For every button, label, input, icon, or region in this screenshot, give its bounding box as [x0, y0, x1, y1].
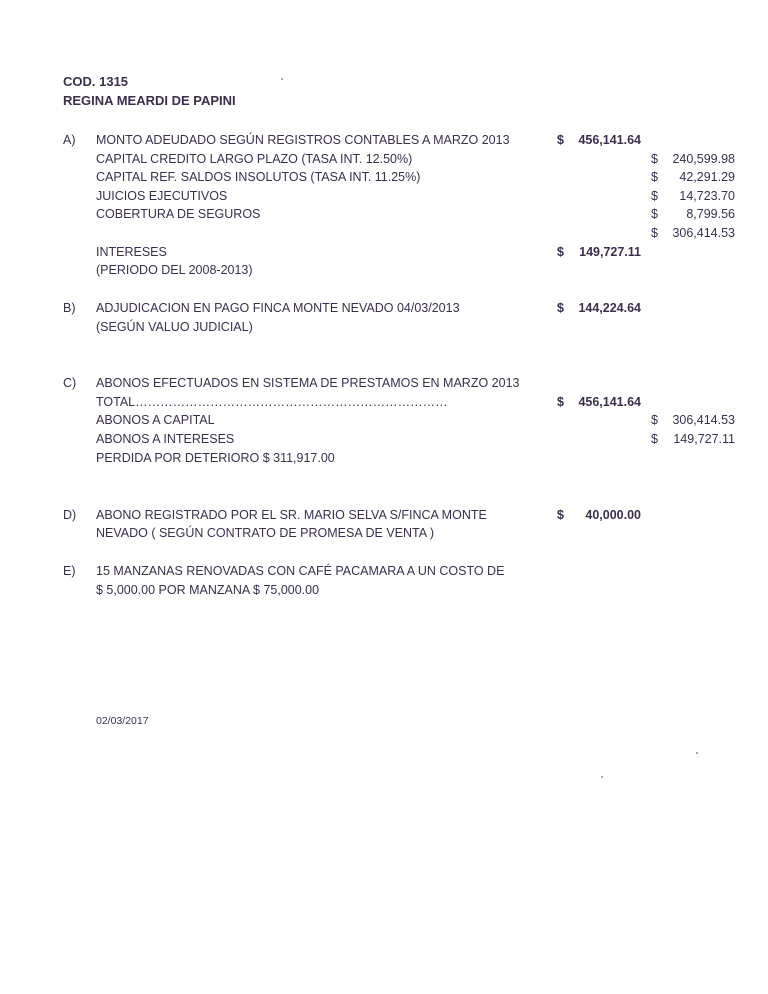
section-a-item-currency: $: [651, 189, 658, 203]
section-d-line2: NEVADO ( SEGÚN CONTRATO DE PROMESA DE VENTA ): [96, 526, 435, 540]
section-a-item-value: 240,599.98: [672, 152, 735, 166]
section-e-line1: 15 MANZANAS RENOVADAS CON CAFÉ PACAMARA A UN COSTO DE: [96, 564, 505, 578]
section-d-currency: $: [557, 508, 564, 522]
section-b-note: (SEGÚN VALUO JUDICIAL): [96, 320, 253, 334]
client-name: REGINA MEARDI DE PAPINI: [63, 93, 236, 108]
section-a-item-label: CAPITAL CREDITO LARGO PLAZO (TASA INT. 12.50%): [96, 152, 413, 166]
section-a-item-currency: $: [651, 207, 658, 221]
section-a-subtotal-currency: $: [651, 226, 658, 240]
scan-speck: [281, 78, 283, 80]
scan-speck: [601, 776, 603, 778]
document-code: COD. 1315: [63, 74, 129, 89]
section-a-title: MONTO ADEUDADO SEGÚN REGISTROS CONTABLES A MARZO 2013: [96, 133, 510, 147]
section-a-item-currency: $: [651, 152, 658, 166]
section-d-letter: D): [63, 508, 77, 522]
section-b-title: ADJUDICACION EN PAGO FINCA MONTE NEVADO 04/03/2013: [96, 301, 460, 315]
section-e-letter: E): [63, 564, 76, 578]
section-b-value: 144,224.64: [578, 301, 641, 315]
section-c-total-currency: $: [557, 395, 564, 409]
scan-speck: [696, 752, 698, 754]
section-b-currency: $: [557, 301, 564, 315]
section-c-item-currency: $: [651, 413, 658, 427]
section-a-item-label: CAPITAL REF. SALDOS INSOLUTOS (TASA INT. 11.25%): [96, 170, 421, 184]
section-a-item-value: 14,723.70: [679, 189, 735, 203]
section-a-letter: A): [63, 133, 76, 147]
section-c-loss: PERDIDA POR DETERIORO $ 311,917.00: [96, 451, 335, 465]
section-c-total-label: TOTAL…………………………………………………………………: [96, 395, 448, 409]
section-d-value: 40,000.00: [585, 508, 641, 522]
section-a-interest-currency: $: [557, 245, 564, 259]
section-c-item-currency: $: [651, 432, 658, 446]
section-c-item-value: 149,727.11: [673, 432, 735, 446]
section-a-total-currency: $: [557, 133, 564, 147]
section-a-total-value: 456,141.64: [578, 133, 641, 147]
document-date: 02/03/2017: [96, 715, 149, 727]
section-b-letter: B): [63, 301, 76, 315]
section-a-item-label: COBERTURA DE SEGUROS: [96, 207, 261, 221]
section-c-item-label: ABONOS A INTERESES: [96, 432, 235, 446]
section-c-title: ABONOS EFECTUADOS EN SISTEMA DE PRESTAMOS EN MARZO 2013: [96, 376, 520, 390]
section-c-item-value: 306,414.53: [672, 413, 735, 427]
section-a-subtotal-value: 306,414.53: [672, 226, 735, 240]
section-a-item-currency: $: [651, 170, 658, 184]
section-a-interest-label: INTERESES: [96, 245, 167, 259]
section-a-item-value: 42,291.29: [679, 170, 735, 184]
section-c-item-label: ABONOS A CAPITAL: [96, 413, 215, 427]
section-c-total-value: 456,141.64: [578, 395, 641, 409]
section-c-letter: C): [63, 376, 77, 390]
section-a-interest-period: (PERIODO DEL 2008-2013): [96, 263, 253, 277]
section-a-interest-value: 149,727.11: [579, 245, 641, 259]
section-a-item-value: 8,799.56: [686, 207, 735, 221]
section-a-item-label: JUICIOS EJECUTIVOS: [96, 189, 228, 203]
section-d-line1: ABONO REGISTRADO POR EL SR. MARIO SELVA S/FINCA MONTE: [96, 508, 487, 522]
section-e-line2: $ 5,000.00 POR MANZANA $ 75,000.00: [96, 583, 320, 597]
